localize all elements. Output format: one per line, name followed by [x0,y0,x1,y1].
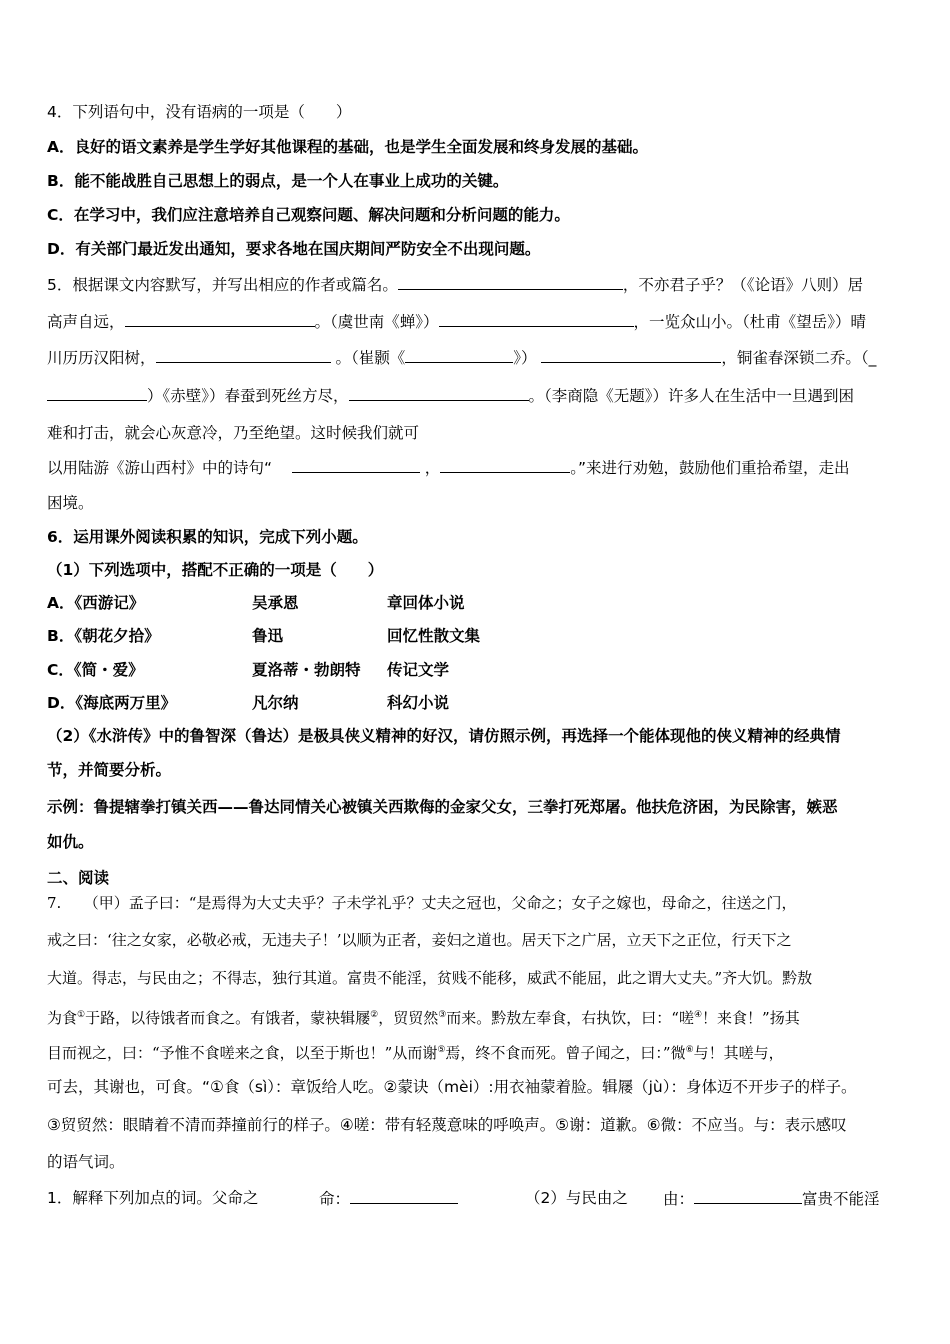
footnote-mark: ⑤ [437,1045,446,1055]
q6-row [47,593,907,613]
q-text: 由： [663,1190,695,1208]
answer-blank[interactable] [125,311,315,327]
q5-text: 。”来进行劝勉，鼓励他们重拾希望，走出 [570,459,850,477]
answer-blank[interactable] [541,347,721,363]
passage-line: 大道。得志，与民由之；不得志，独行其道。富贵不能淫，贫贱不能移，威武不能屈，此之谓大丈夫。”齐大饥。黔敖 [47,969,813,987]
passage-text: ，贸贸然 [378,1009,439,1027]
q5-line-6 [47,457,850,478]
q6-row [47,660,907,680]
answer-blank[interactable] [292,457,420,473]
footnote-mark: ② [370,1010,379,1020]
q6-sub2: 节，并简要分析。 [47,761,172,779]
book-author: 吴承恩 [252,594,299,612]
passage-line [47,1005,800,1028]
book-title: A．《西游记》 [47,594,145,612]
answer-blank[interactable] [47,385,147,401]
q7-sub1 [47,1188,907,1208]
q6-sub2: （2）《水浒传》中的鲁智深（鲁达）是极具侠义精神的好汉，请仿照示例，再选择一个能体现他的侠义精神的经典情 [47,727,841,745]
answer-blank[interactable] [694,1188,802,1204]
q-text: 命： [319,1190,351,1208]
q5-text: ）《赤壁》）春蚕到死丝方尽， [147,387,349,405]
q6-example: 如仇。 [47,833,94,851]
passage-line [47,1040,784,1063]
q4-stem: 4．下列语句中，没有语病的一项是（ ） [47,103,352,121]
q6-row [47,626,907,646]
answer-blank[interactable] [439,311,634,327]
q5-text: 》） [513,349,537,367]
q6-example: 示例：鲁提辖拳打镇关西——鲁达同情关心被镇关西欺侮的金家父女，三拳打死郑屠。他扶危济困，为民除害，嫉恶 [47,798,838,816]
q5-line-1 [47,274,863,295]
q5-line-7: 困境。 [47,494,94,512]
passage-notes: ③贸贸然：眼睛着不清而莽撞前行的样子。④嗟：带有轻蔑意味的呼唤声。⑤谢：道歉。⑥微：不应当。与：表示感叹 [47,1116,847,1134]
q5-text: 5．根据课文内容默写，并写出相应的作者或篇名。 [47,276,398,294]
q5-text: ，铜雀春深锁二乔。（_ [721,349,877,367]
book-genre: 传记文学 [387,661,450,679]
q5-line-3 [47,347,876,368]
footnote-mark: ① [77,1010,86,1020]
book-genre: 章回体小说 [387,594,465,612]
book-author: 夏洛蒂・勃朗特 [252,661,361,679]
q5-text: 。（李商隐《无题》）许多人在生活中一旦遇到困 [528,387,855,405]
passage-text: 而来。黔敖左奉食，右执饮，曰：“嗟 [446,1009,694,1027]
q-text: （2）与民由之 [525,1189,628,1207]
answer-blank[interactable] [350,1188,458,1204]
q5-text: ，一览众山小。（杜甫《望岳》）晴 [633,313,867,331]
passage-text: 目而视之，曰：“予惟不食嗟来之食，以至于斯也！”从而谢 [47,1044,438,1062]
passage-text: ！来食！”扬其 [702,1009,800,1027]
q4-option-a: A．良好的语文素养是学生学好其他课程的基础，也是学生全面发展和终身发展的基础。 [47,138,648,156]
book-author: 鲁迅 [252,627,284,645]
q5-text: 以用陆游《游山西村》中的诗句“ [47,459,273,477]
q5-line-5: 难和打击，就会心灰意冷，乃至绝望。这时候我们就可 [47,424,420,442]
q5-text: 。（崔颢《 [335,349,406,367]
passage-text: 与！其嗟与， [693,1044,784,1062]
q5-line-4 [47,385,854,406]
passage-line: 7. （甲）孟子曰：“是焉得为大丈夫乎？子未学礼乎？丈夫之冠也，父命之；女子之嫁也，母命之，往送之门， [47,894,797,912]
q5-text: ，不亦君子乎？（《论语》八则）居 [622,276,864,294]
passage-notes: 的语气词。 [47,1153,125,1171]
q5-text: 。（虞世南《蝉》） [314,313,439,331]
q5-line-2 [47,311,866,332]
q5-text: 川历历汉阳树， [47,349,156,367]
book-title: C．《简・爱》 [47,661,144,679]
q-text: 1．解释下列加点的词。父命之 [47,1189,259,1207]
answer-blank[interactable] [349,385,529,401]
book-author: 凡尔纳 [252,694,299,712]
q6-row [47,693,907,713]
footnote-mark: ③ [438,1010,447,1020]
section-heading: 二、阅读 [47,869,110,887]
answer-blank[interactable] [398,274,623,290]
book-genre: 回忆性散文集 [387,627,481,645]
book-title: B．《朝花夕拾》 [47,627,160,645]
book-title: D．《海底两万里》 [47,694,177,712]
answer-blank[interactable] [405,347,513,363]
answer-blank[interactable] [440,457,570,473]
footnote-mark: ④ [693,1010,703,1020]
q4-option-c: C．在学习中，我们应注意培养自己观察问题、解决问题和分析问题的能力。 [47,206,570,224]
q-text: 富贵不能淫 [802,1190,880,1208]
q5-text: ， [424,459,441,477]
passage-text: 为食 [47,1009,78,1027]
footnote-mark: ⑥ [685,1045,694,1055]
passage-text: 于路，以待饿者而食之。有饿者，蒙袂辑屦 [85,1009,371,1027]
passage-text: 焉，终不食而死。曾子闻之，曰：”微 [445,1044,686,1062]
q4-option-b: B．能不能战胜自己思想上的弱点，是一个人在事业上成功的关键。 [47,172,509,190]
passage-line: 戒之曰：‘往之女家，必敬必戒，无违夫子！’以顺为正者，妾妇之道也。居天下之广居，立天下之正位，行天下之 [47,931,792,949]
book-genre: 科幻小说 [387,694,450,712]
q4-option-d: D．有关部门最近发出通知，要求各地在国庆期间严防安全不出现问题。 [47,240,541,258]
q6-sub1: （1）下列选项中，搭配不正确的一项是（ ） [47,561,384,579]
q6-stem: 6．运用课外阅读积累的知识，完成下列小题。 [47,528,368,546]
q5-text: 高声自远， [47,313,125,331]
answer-blank[interactable] [156,347,331,363]
passage-notes: 可去，其谢也，可食。“①食（sì）：章饭给人吃。②蒙诀（mèi）:用衣袖蒙着脸。辑屦（jù）：身体迈不开步子的样子。 [47,1078,857,1096]
